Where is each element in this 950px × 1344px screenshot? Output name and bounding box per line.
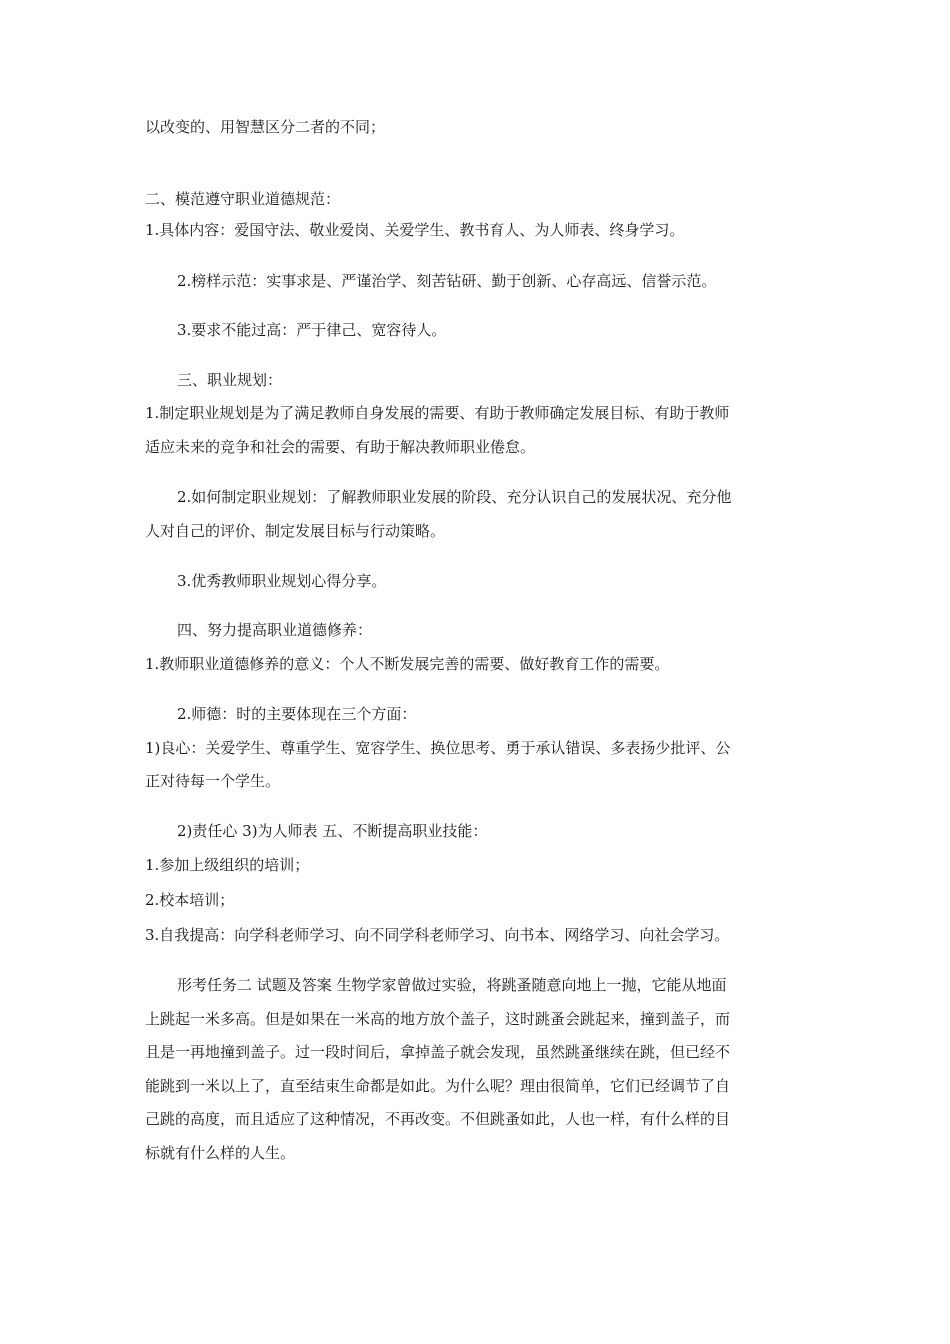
text-line: 能跳到一米以上了，直至结束生命都是如此。为什么呢？理由很简单，它们已经调节了自 (145, 1077, 731, 1095)
text-line: 2)责任心 3)为人师表 五、不断提高职业技能： (177, 822, 488, 840)
text-line: 标就有什么样的人生。 (145, 1144, 296, 1162)
text-line: 适应未来的竞争和社会的需要、有助于解决教师职业倦怠。 (145, 438, 536, 456)
section-heading: 三、职业规划： (177, 371, 283, 389)
text-line: 3.优秀教师职业规划心得分享。 (177, 572, 387, 590)
text-line: 2.师德：时的主要体现在三个方面： (177, 705, 417, 723)
text-line: 1.教师职业道德修养的意义：个人不断发展完善的需要、做好教育工作的需要。 (145, 655, 670, 673)
text-line: 3.要求不能过高：严于律己、宽容待人。 (177, 321, 447, 339)
text-line: 人对自己的评价、制定发展目标与行动策略。 (145, 522, 446, 540)
text-line: 上跳起一米多高。但是如果在一米高的地方放个盖子，这时跳蚤会跳起来，撞到盖子，而 (145, 1010, 731, 1028)
text-line: 1.具体内容：爱国守法、敬业爱岗、关爱学生、教书育人、为人师表、终身学习。 (145, 221, 685, 239)
section-heading: 二、模范遵守职业道德规范： (145, 190, 341, 208)
text-line: 1.参加上级组织的培训； (145, 856, 310, 874)
text-line: 己跳的高度，而且适应了这种情况，不再改变。不但跳蚤如此，人也一样，有什么样的目 (145, 1110, 731, 1128)
text-line: 2.如何制定职业规划：了解教师职业发展的阶段、充分认识自己的发展状况、充分他 (177, 488, 732, 506)
text-line: 2.榜样示范：实事求是、严谨治学、刻苦钻研、勤于创新、心存高远、信誉示范。 (177, 272, 717, 290)
section-heading: 四、努力提高职业道德修养： (177, 621, 373, 639)
text-line: 1.制定职业规划是为了满足教师自身发展的需要、有助于教师确定发展目标、有助于教师 (145, 404, 730, 422)
text-line: 3.自我提高：向学科老师学习、向不同学科老师学习、向书本、网络学习、向社会学习。 (145, 926, 730, 944)
text-line: 2.校本培训； (145, 891, 235, 909)
text-line: 以改变的、用智慧区分二者的不同； (145, 118, 386, 136)
text-line: 1)良心：关爱学生、尊重学生、宽容学生、换位思考、勇于承认错误、多表扬少批评、公 (145, 739, 731, 757)
text-line: 形考任务二 试题及答案 生物学家曾做过实验，将跳蚤随意向地上一抛，它能从地面 (177, 976, 727, 994)
text-line: 正对待每一个学生。 (145, 772, 281, 790)
text-line: 且是一再地撞到盖子。过一段时间后，拿掉盖子就会发现，虽然跳蚤继续在跳，但已经不 (145, 1043, 731, 1061)
